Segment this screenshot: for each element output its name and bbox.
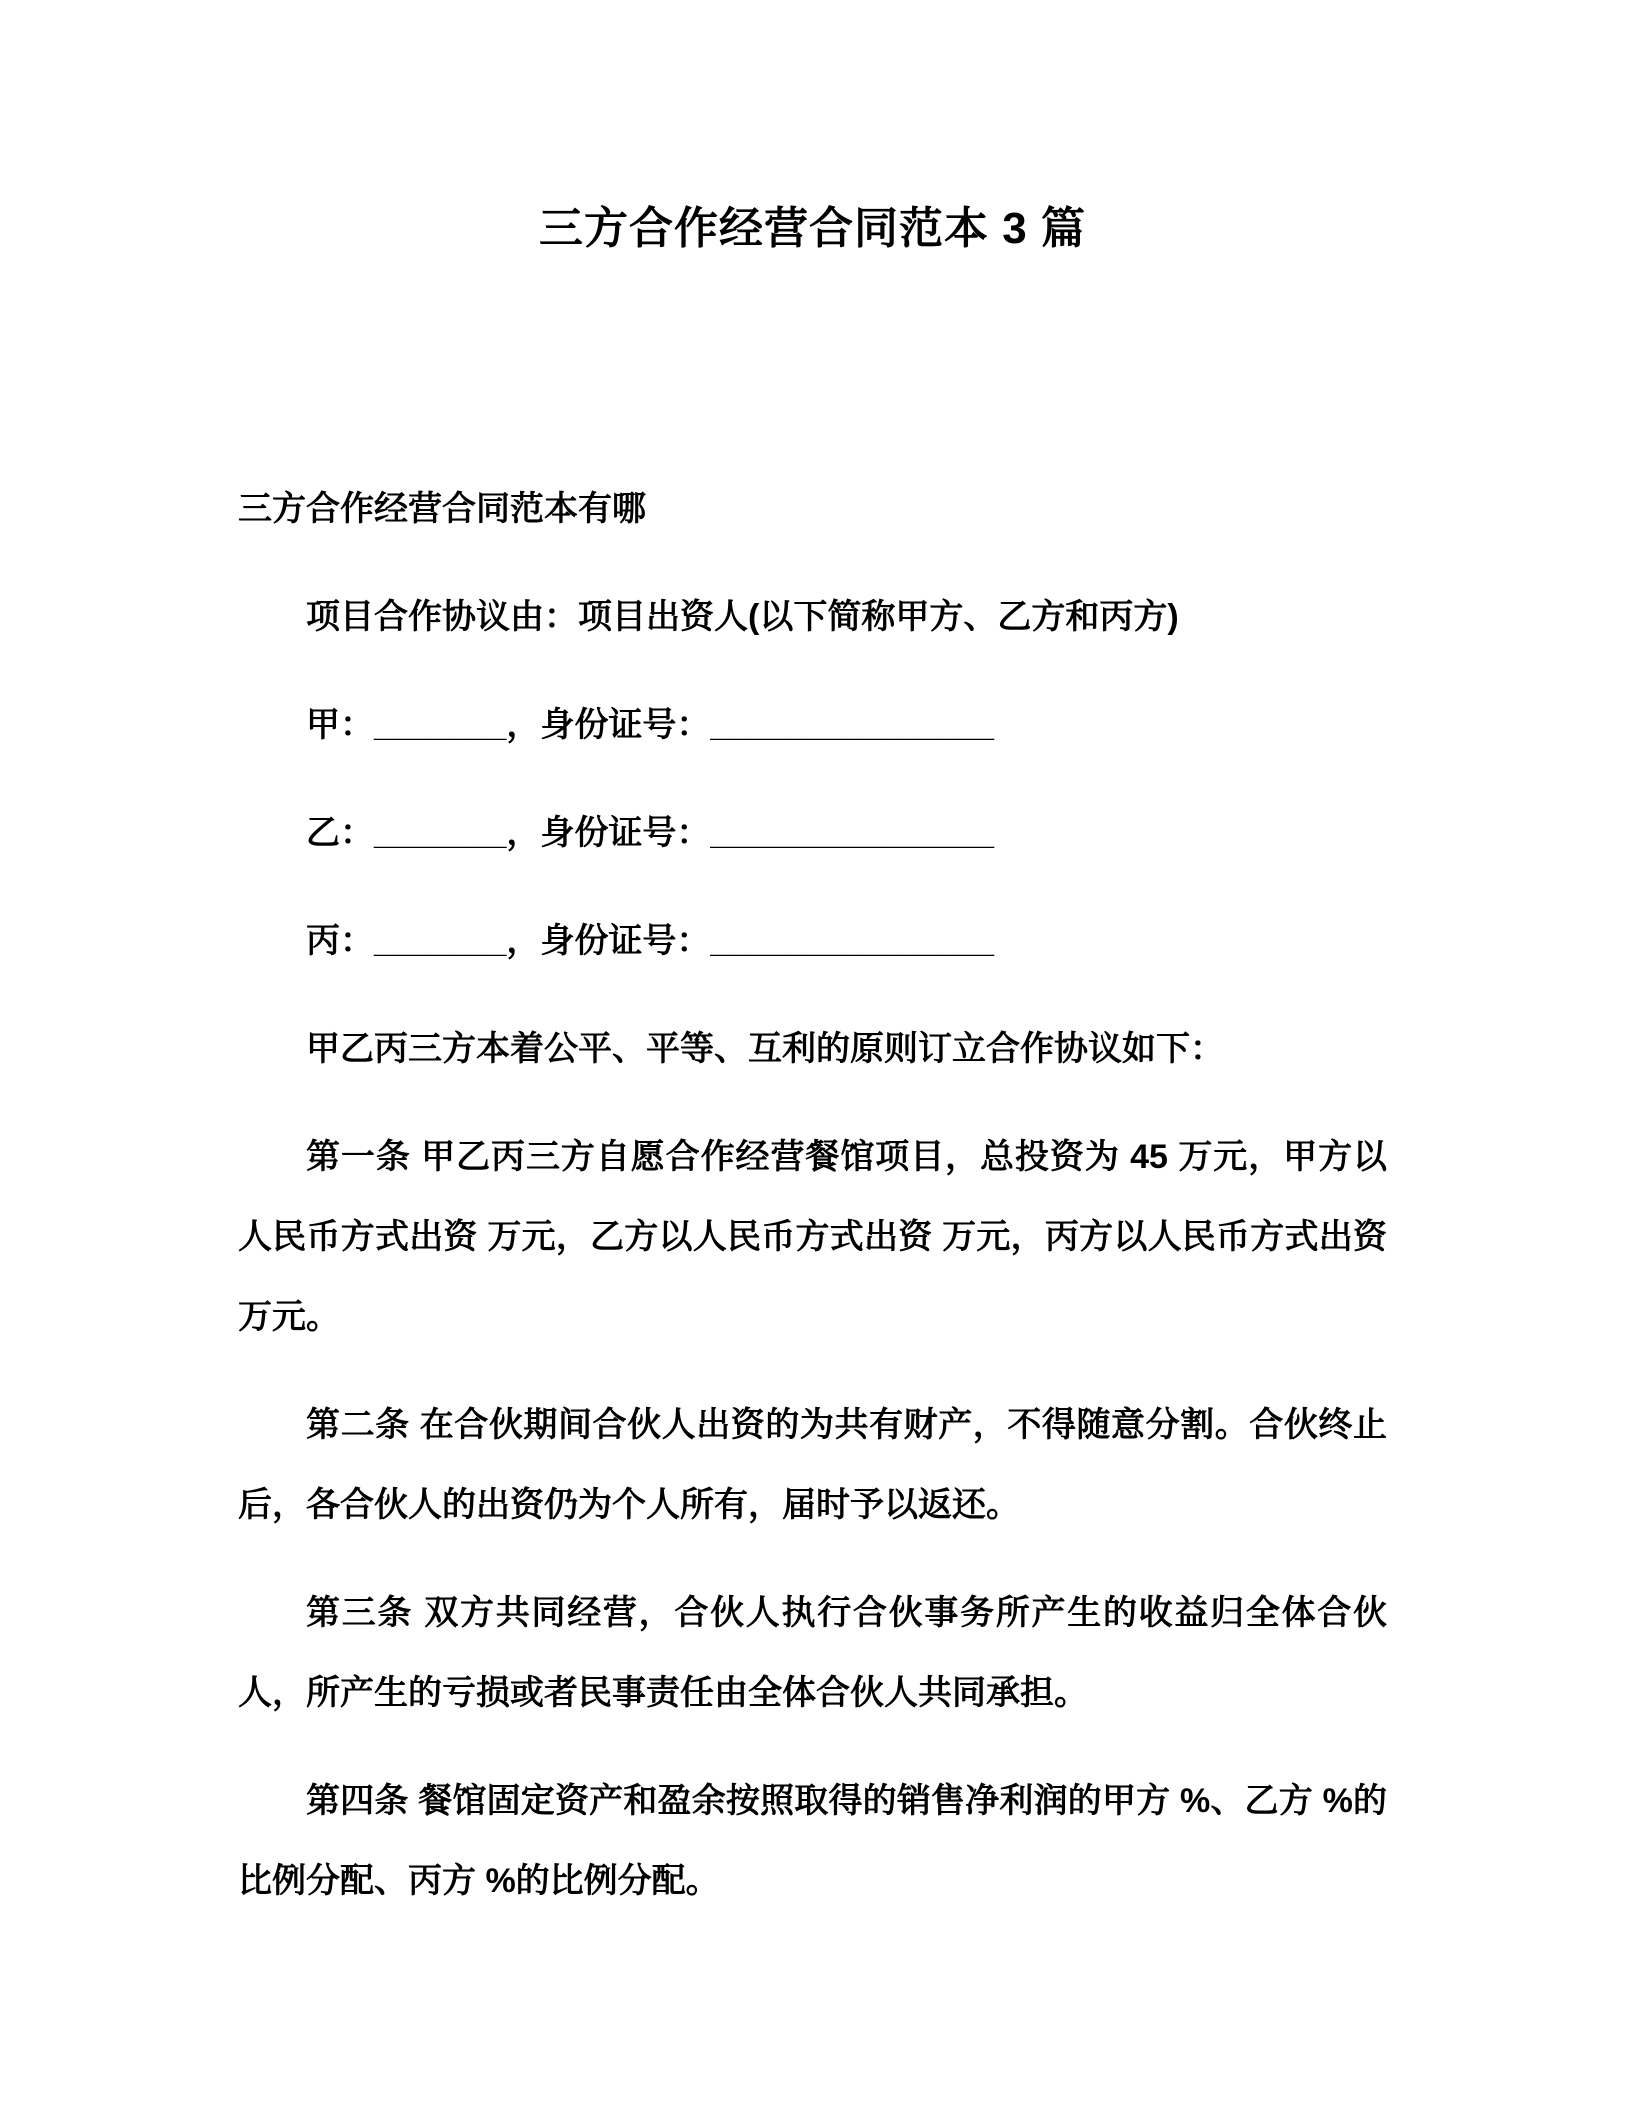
paragraph-article-2: 第二条 在合伙期间合伙人出资的为共有财产，不得随意分割。合伙终止后，各合伙人的出资仍为个人所有，届时予以返还。: [238, 1406, 1387, 1525]
paragraph-article-3: 第三条 双方共同经营，合伙人执行合伙事务所产生的收益归全体合伙人，所产生的亏损或者民事责任由全体合伙人共同承担。: [238, 1594, 1387, 1713]
paragraph-party-a-blank: 甲：_______，身份证号：_______________: [306, 706, 995, 745]
paragraph-article-1: 第一条 甲乙丙三方自愿合作经营餐馆项目，总投资为 45 万元，甲方以人民币方式出资 万元，乙方以人民币方式出资 万元，丙方以人民币方式出资 万元。: [238, 1138, 1387, 1337]
paragraph-subheading: 三方合作经营合同范本有哪: [238, 490, 646, 529]
document-title: 三方合作经营合同范本 3 篇: [539, 204, 1086, 253]
paragraph-agreement-intro: 项目合作协议由：项目出资人(以下简称甲方、乙方和丙方): [306, 598, 1179, 637]
paragraph-party-c-blank: 丙：_______，身份证号：_______________: [306, 922, 995, 961]
paragraph-article-4: 第四条 餐馆固定资产和盈余按照取得的销售净利润的甲方 %、乙方 %的比例分配、丙方 %的比例分配。: [238, 1782, 1387, 1901]
paragraph-party-b-blank: 乙：_______，身份证号：_______________: [306, 814, 995, 853]
paragraph-principles: 甲乙丙三方本着公平、平等、互利的原则订立合作协议如下：: [306, 1030, 1224, 1069]
